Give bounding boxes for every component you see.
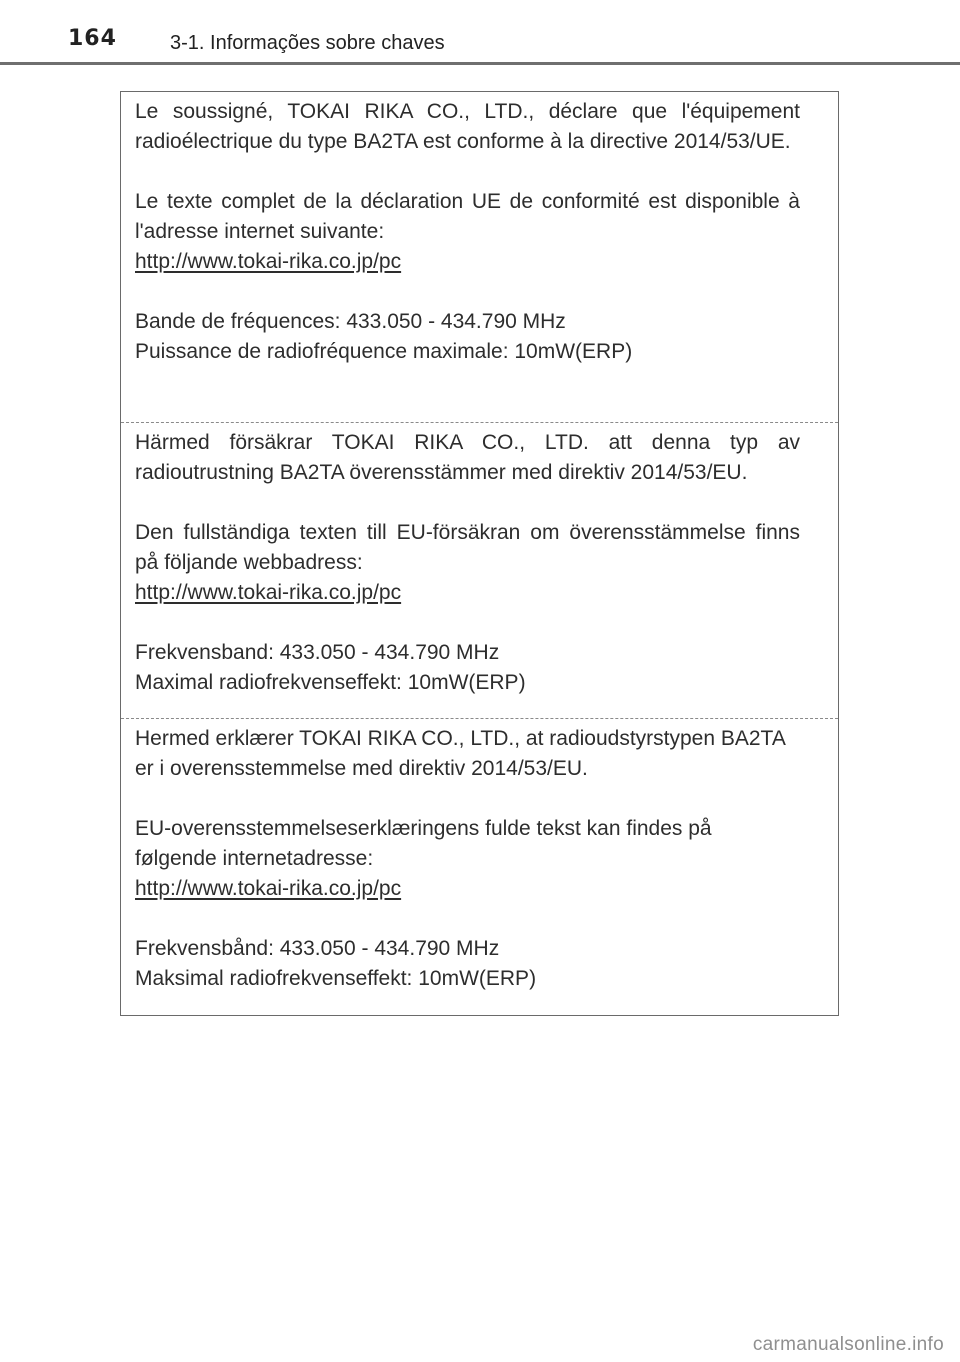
danish-power: Maksimal radiofrekvenseffekt: 10mW(ERP) (135, 967, 537, 990)
swedish-availability: Den fullständiga texten till EU-försäkran om överensstämmelse finns på följande webbadress: (135, 521, 800, 574)
danish-statement-line2: er i overensstemmelse med direktiv 2014/53/EU. (135, 757, 588, 780)
french-power: Puissance de radiofréquence maximale: 10mW(ERP) (135, 340, 633, 363)
declaration-swedish (121, 423, 838, 719)
swedish-url-link[interactable]: http://www.tokai-rika.co.jp/pc (135, 581, 402, 604)
danish-availability-line1: EU-overensstemmelseserklæringens fulde tekst kan findes på (135, 817, 712, 840)
danish-availability-line2: følgende internetadresse: (135, 847, 374, 870)
danish-url-link[interactable]: http://www.tokai-rika.co.jp/pc (135, 877, 402, 900)
french-availability: Le texte complet de la déclaration UE de conformité est disponible à l'adresse internet suivante: (135, 190, 800, 243)
french-url-link[interactable]: http://www.tokai-rika.co.jp/pc (135, 250, 402, 273)
french-statement: Le soussigné, TOKAI RIKA CO., LTD., déclare que l'équipement radioélectrique du type BA2TA est conforme à la directive 2014/53/UE. (135, 100, 800, 153)
swedish-frequency: Frekvensband: 433.050 - 434.790 MHz (135, 641, 500, 664)
watermark: carmanualsonline.info (752, 1334, 944, 1355)
danish-statement-line1: Hermed erklærer TOKAI RIKA CO., LTD., at radioudstyrstypen BA2TA (135, 727, 786, 750)
page-number: 164 (68, 26, 117, 51)
danish-frequency: Frekvensbånd: 433.050 - 434.790 MHz (135, 937, 500, 960)
declaration-danish (121, 719, 838, 1015)
section-title: 3-1. Informações sobre chaves (170, 32, 445, 54)
swedish-power: Maximal radiofrekvenseffekt: 10mW(ERP) (135, 671, 526, 694)
french-frequency: Bande de fréquences: 433.050 - 434.790 MHz (135, 310, 566, 333)
page-header (0, 0, 960, 64)
header-rule (0, 62, 960, 65)
swedish-statement: Härmed försäkrar TOKAI RIKA CO., LTD. att denna typ av radioutrustning BA2TA överensstämmer med direktiv 2014/53/EU. (135, 431, 800, 484)
declaration-french (121, 92, 838, 423)
declaration-box (120, 91, 839, 1016)
